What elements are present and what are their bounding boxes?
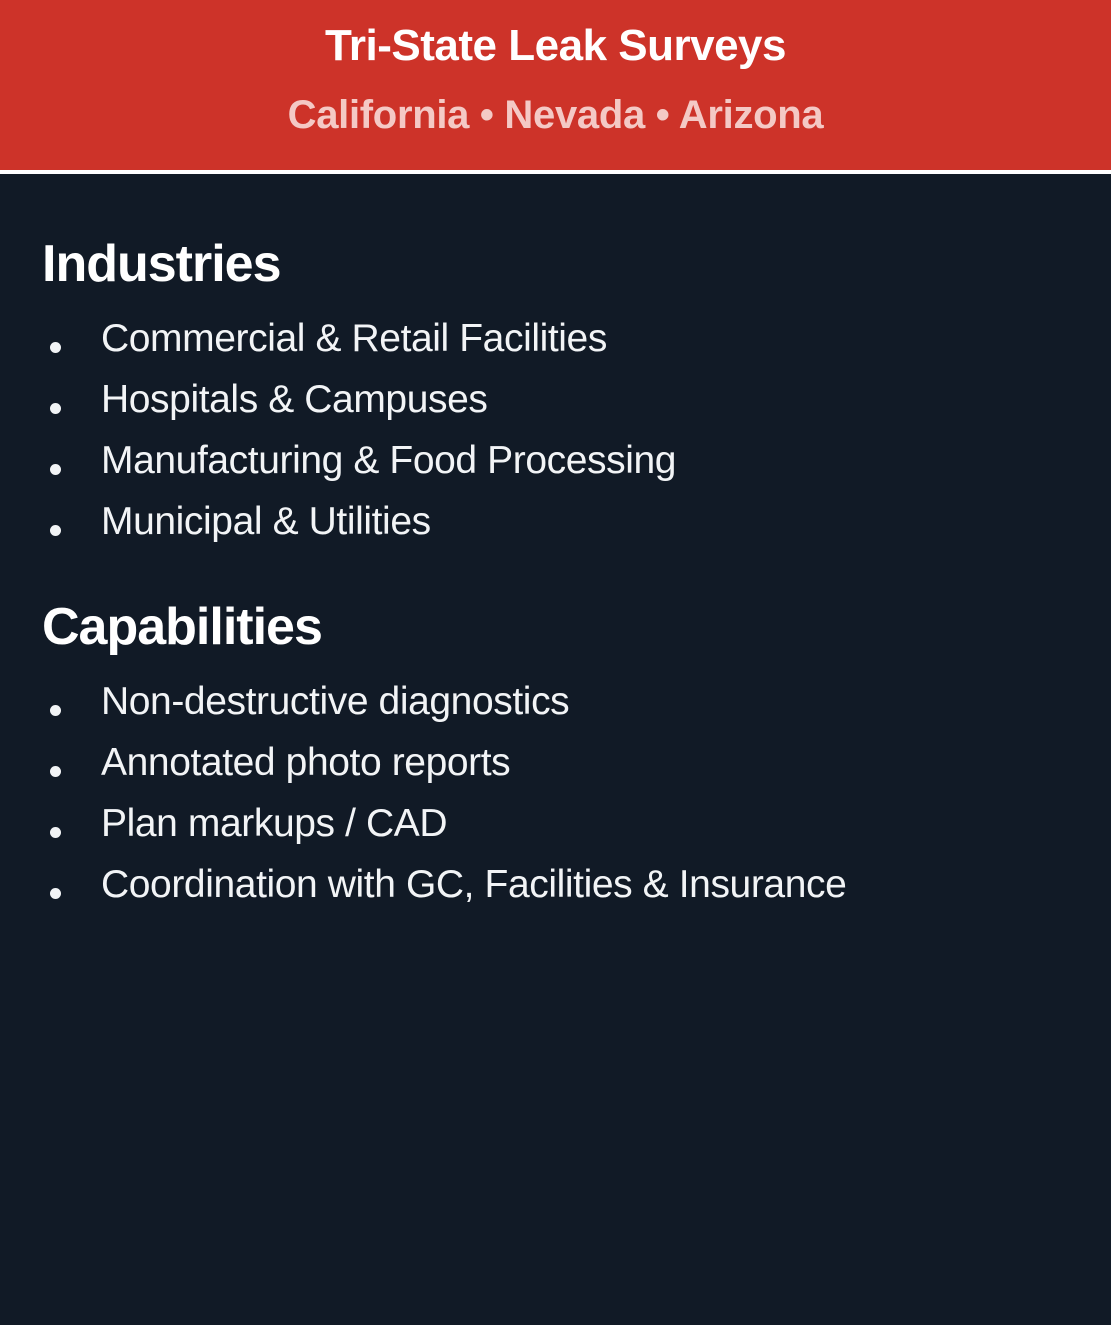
bullet-dot-icon <box>50 342 61 353</box>
list-item-label: Plan markups / CAD <box>101 802 448 846</box>
list-item-label: Annotated photo reports <box>101 741 511 785</box>
list-item <box>42 499 1071 543</box>
list-item <box>42 316 1071 360</box>
list-item-label: Municipal & Utilities <box>101 499 431 543</box>
list-item <box>42 377 1071 421</box>
slide-header <box>0 0 1111 174</box>
bullet-dot-icon <box>50 705 61 716</box>
section-title-capabilities: Capabilities <box>42 597 322 656</box>
section-capabilities <box>42 597 1071 907</box>
header-title: Tri-State Leak Surveys <box>324 21 786 70</box>
bullet-dot-icon <box>50 827 61 838</box>
capabilities-list <box>42 680 1071 907</box>
bullet-dot-icon <box>50 403 61 414</box>
section-title-industries: Industries <box>42 234 281 293</box>
list-item-label: Commercial & Retail Facilities <box>101 316 607 360</box>
header-subtitle: California • Nevada • Arizona <box>287 92 824 137</box>
bullet-dot-icon <box>50 888 61 899</box>
bullet-dot-icon <box>50 525 61 536</box>
bullet-dot-icon <box>50 766 61 777</box>
list-item-label: Hospitals & Campuses <box>101 377 488 421</box>
list-item-label: Non-destructive diagnostics <box>101 680 570 724</box>
slide-body <box>0 174 1111 907</box>
section-industries <box>42 236 1071 541</box>
list-item-label: Coordination with GC, Facilities & Insurance <box>101 863 847 907</box>
list-item <box>42 438 1071 482</box>
bullet-dot-icon <box>50 464 61 475</box>
list-item <box>42 741 1071 785</box>
list-item-label: Manufacturing & Food Processing <box>101 438 677 482</box>
industries-list <box>42 316 1071 543</box>
list-item <box>42 802 1071 846</box>
list-item <box>42 680 1071 724</box>
list-item <box>42 863 1071 907</box>
